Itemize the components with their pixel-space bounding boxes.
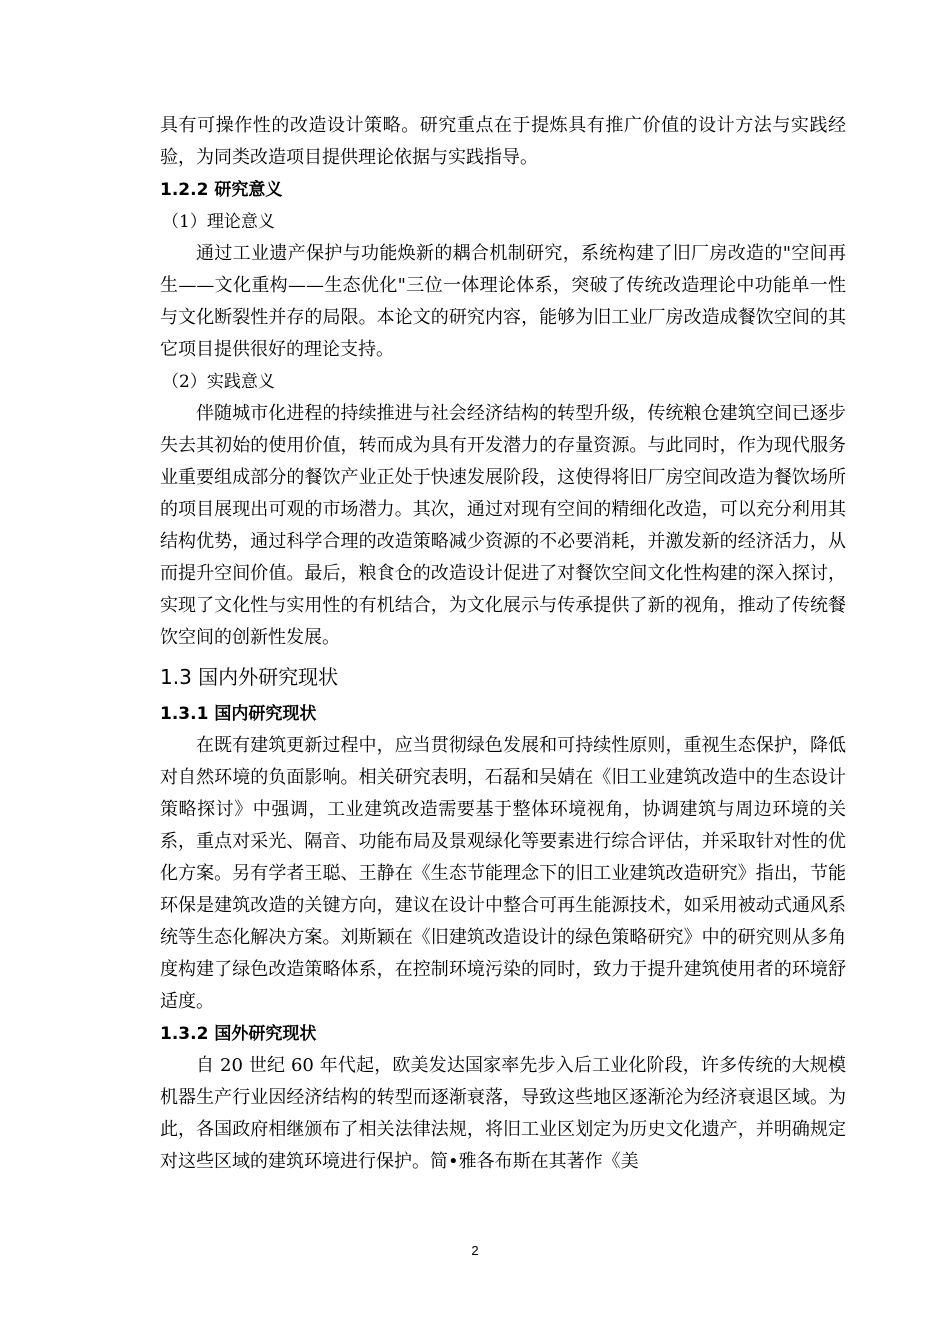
heading-1-3: 1.3 国内外研究现状 (160, 665, 339, 689)
page-number: 2 (471, 1243, 479, 1258)
document-body (160, 110, 846, 1178)
foreign-research-paragraph: 自 20 世纪 60 年代起，欧美发达国家率先步入后工业化阶段，许多传统的大规模机器生产行业因经济结构的转型而逐渐衰落，导致这些地区逐渐沦为经济衰退区域。为此，各国政府相继颁布了相关法律法规，将旧工业区划定为历史文化遗产，并明确规定对这些区域的建筑环境进行保护。简•雅各布斯在其著作《美 (160, 1055, 846, 1172)
domestic-research-paragraph: 在既有建筑更新过程中，应当贯彻绿色发展和可持续性原则，重视生态保护，降低对自然环境的负面影响。相关研究表明，石磊和吴婧在《旧工业建筑改造中的生态设计策略探讨》中强调，工业建筑改造需要基于整体环境视角，协调建筑与周边环境的关系，重点对采光、隔音、功能布局及景观绿化等要素进行综合评估，并采取针对性的优化方案。另有学者王聪、王静在《生态节能理念下的旧工业建筑改造研究》指出，节能环保是建筑改造的关键方向，建议在设计中整合可再生能源技术，如采用被动式通风系统等生态化解决方案。刘斯颖在《旧建筑改造设计的绿色策略研究》中的研究则从多角度构建了绿色改造策略体系，在控制环境污染的同时，致力于提升建筑使用者的环境舒适度。 (160, 735, 846, 1012)
intro-continuation-paragraph: 具有可操作性的改造设计策略。研究重点在于提炼具有推广价值的设计方法与实践经验，为同类改造项目提供理论依据与实践指导。 (160, 115, 846, 168)
theory-paragraph: 通过工业遗产保护与功能焕新的耦合机制研究，系统构建了旧厂房改造的"空间再生——文化重构——生态优化"三位一体理论体系，突破了传统改造理论中功能单一性与文化断裂性并存的局限。本论文的研究内容，能够为旧工业厂房改造成餐饮空间的其它项目提供很好的理论支持。 (160, 243, 846, 360)
subheading-practice: （2）实践意义 (162, 372, 275, 392)
heading-1-2-2: 1.2.2 研究意义 (160, 180, 283, 200)
practice-paragraph: 伴随城市化进程的持续推进与社会经济结构的转型升级，传统粮仓建筑空间已逐步失去其初始的使用价值，转而成为具有开发潜力的存量资源。与此同时，作为现代服务业重要组成部分的餐饮产业正处于快速发展阶段，这使得将旧厂房空间改造为餐饮场所的项目展现出可观的市场潜力。其次，通过对现有空间的精细化改造，可以充分利用其结构优势，通过科学合理的改造策略减少资源的不必要消耗，并激发新的经济活力，从而提升空间价值。最后，粮食仓的改造设计促进了对餐饮空间文化性构建的深入探讨，实现了文化性与实用性的有机结合，为文化展示与传承提供了新的视角，推动了传统餐饮空间的创新性发展。 (160, 403, 846, 648)
subheading-theory: （1）理论意义 (162, 212, 275, 232)
heading-1-3-1: 1.3.1 国内研究现状 (160, 704, 317, 724)
heading-1-3-2: 1.3.2 国外研究现状 (160, 1024, 317, 1044)
